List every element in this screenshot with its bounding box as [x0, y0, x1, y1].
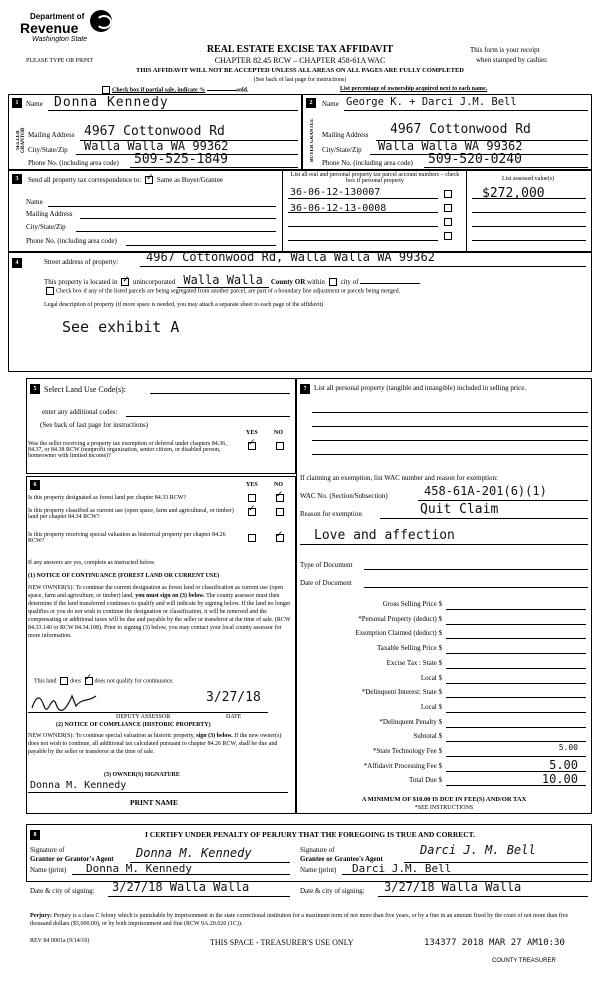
historic-no[interactable]: ✓: [276, 534, 284, 542]
grantor-agent-label: Grantor or Grantor's Agent: [30, 855, 114, 863]
perjury-note: Perjury: Perjury is a class C felony which is punishable by imprisonment in the state correctional institution for a maximum term of not more than five years, or by a fine in an amount fixed by the court of not more than five thousand dollars ($5,000.00), or by both imprisonment and fine (RCW 9A.20.020 (1C)).: [30, 913, 569, 927]
fee-label: Local $: [420, 673, 442, 682]
sec5-see-back: (See back of last page for instructions): [40, 421, 149, 429]
section-1-num: 1: [12, 98, 22, 108]
fee-label: *Affidavit Processing Fee $: [363, 761, 442, 770]
reason-label: Reason for exemption: [300, 510, 362, 518]
forest-no[interactable]: ✓: [276, 494, 284, 502]
grantor-date-label: Date & city of signing:: [30, 887, 95, 895]
grantee-name-label: Name (print): [300, 866, 337, 874]
see-back: (See back of last page for instructions): [253, 77, 347, 83]
fee-value[interactable]: 5.00: [549, 757, 578, 772]
fee-label: *Personal Property (deduct) $: [358, 614, 442, 623]
fee-row: [300, 674, 588, 686]
if-yes-note: If any answers are yes, complete as instructed below.: [28, 560, 156, 566]
buyer-city-label: City/State/Zip: [322, 146, 362, 154]
logo-line2: Revenue: [20, 20, 79, 36]
grantor-print-name[interactable]: Donna M. Kennedy: [86, 862, 192, 875]
see-instructions: *SEE INSTRUCTIONS: [414, 805, 474, 811]
fee-label: *State Technology Fee $: [372, 747, 442, 755]
buyer-name-label: Name: [322, 100, 339, 108]
fee-label: Local $: [420, 702, 442, 711]
seller-mail-label: Mailing Address: [28, 131, 75, 139]
buyer-phone-label: Phone No. (including area code): [322, 159, 413, 167]
sec5-no: NO: [274, 430, 283, 436]
exempt-yes[interactable]: ✓: [248, 442, 256, 450]
assessed-header: List assessed value(s): [502, 176, 554, 182]
fee-label: Taxable Selling Price $: [376, 644, 442, 653]
owner-signature-label: (3) OWNER(S) SIGNATURE: [104, 772, 180, 778]
additional-codes-label: enter any additional codes:: [42, 408, 118, 416]
logo-line1: Department of: [30, 12, 85, 21]
land-use-label: Select Land Use Code(s):: [44, 385, 126, 394]
warning: THIS AFFIDAVIT WILL NOT BE ACCEPTED UNLESS ALL AREAS ON ALL PAGES ARE FULLY COMPLETED: [136, 67, 464, 74]
grantee-sig-label: Signature of: [300, 846, 335, 854]
current-use-yes[interactable]: ✓: [248, 508, 256, 516]
logo-line3: Washington State: [32, 36, 88, 43]
grantor-sig-label: Signature of: [30, 846, 65, 854]
street-address[interactable]: 4967 Cottonwood Rd, Walla Walla WA 99362: [146, 250, 435, 264]
reason-line-2[interactable]: Love and affection: [314, 528, 455, 543]
grantee-date-city[interactable]: 3/27/18 Walla Walla: [384, 880, 522, 894]
exemption-claim-label: If claiming an exemption, list WAC number and reason for exemption:: [300, 474, 498, 482]
buyer-name[interactable]: George K. + Darci J.M. Bell: [346, 96, 517, 108]
type-doc-label: Type of Document: [300, 561, 353, 569]
seller-name[interactable]: Donna Kennedy: [54, 95, 169, 110]
assessor-date[interactable]: 3/27/18: [206, 690, 261, 705]
grantee-agent-label: Grantee or Grantee's Agent: [300, 855, 383, 863]
fee-row: [300, 644, 588, 656]
current-use-no[interactable]: [276, 508, 284, 516]
fee-row: [300, 615, 588, 627]
seller-city[interactable]: Walla Walla WA 99362: [84, 139, 229, 153]
corr-name-label: Name: [26, 198, 43, 206]
segregated-row: Check box if any of the listed parcels are being segregated from another parcel, are part of a boundary line adjustment or parcels being merged.: [44, 287, 584, 295]
sec6-yes: YES: [246, 482, 258, 488]
notice2-body: NEW OWNER(S): To continue special valuation as historic property, sign (3) below. If the new owner(s) does not wish to continue, all additional tax calculated pursuant to chapter 84.26 RCW, shall be due and payable by the seller or transferor at the time of sale.: [28, 733, 282, 755]
section-7-num: 7: [300, 384, 310, 394]
fee-row: [300, 772, 588, 788]
section-6-box: [26, 476, 296, 814]
grantee-signature[interactable]: Darci J. M. Bell: [420, 843, 536, 857]
fee-row: [300, 600, 588, 612]
correspondence: Send all property tax correspondence to: ✓ Same as Buyer/Grantee: [28, 172, 223, 184]
seller-name-label: Name: [26, 100, 43, 108]
grantor-date-city[interactable]: 3/27/18 Walla Walla: [112, 880, 250, 894]
county-value[interactable]: Walla Walla: [177, 273, 269, 288]
fee-label: *Delinquent Penalty $: [379, 717, 442, 726]
section-4-box: [8, 252, 592, 372]
does-not-checkbox[interactable]: ✓: [85, 677, 93, 685]
fee-row: [300, 703, 588, 715]
same-as-buyer-checkbox[interactable]: ✓: [146, 172, 154, 183]
fee-row: [300, 659, 588, 671]
section-2-num: 2: [306, 98, 316, 108]
sec5-yes: YES: [246, 430, 258, 436]
section-8-num: 8: [30, 830, 40, 840]
form-title: REAL ESTATE EXCISE TAX AFFIDAVIT: [206, 44, 394, 55]
buyer-city[interactable]: Walla Walla WA 99362: [378, 139, 523, 153]
minimum-note: A MINIMUM OF $10.00 IS DUE IN FEE(S) AND/OR TAX: [361, 796, 527, 803]
seller-mail[interactable]: 4967 Cottonwood Rd: [84, 124, 225, 139]
forest-yes[interactable]: [248, 494, 256, 502]
grantor-name-label: Name (print): [30, 866, 67, 874]
receipt-note-1: This form is your receipt: [470, 46, 540, 54]
section-5-num: 5: [30, 384, 40, 394]
fee-row: [300, 688, 588, 700]
section-4-num: 4: [12, 258, 22, 268]
partial-sale: Check box if partial sale, indicate % sold.: [100, 86, 249, 94]
deputy-assessor-label: DEPUTY ASSESSOR: [116, 714, 171, 720]
forest-question: Is this property designated as forest land per chapter 84.33 RCW?: [28, 495, 187, 501]
seller-phone-label: Phone No. (including area code): [28, 159, 119, 167]
buyer-phone[interactable]: 509-520-0240: [428, 152, 522, 167]
form-subtitle: CHAPTER 82.45 RCW – CHAPTER 458-61A WAC: [214, 56, 386, 65]
notice2-title: (2) NOTICE OF COMPLIANCE (HISTORIC PROPERTY): [56, 722, 211, 728]
grantor-signature[interactable]: Donna M. Kennedy: [136, 846, 252, 860]
sec6-no: NO: [274, 482, 283, 488]
historic-question: Is this property receiving special valuation as historical property per chapter 84.26 RCW?: [28, 532, 226, 544]
notice1-title: (1) NOTICE OF CONTINUANCE (FOREST LAND OR CURRENT USE): [28, 573, 220, 579]
please-type: PLEASE TYPE OR PRINT: [26, 58, 94, 64]
section-3-num: 3: [12, 174, 22, 184]
fee-value[interactable]: 5.00: [558, 743, 578, 752]
wac-label: WAC No. (Section/Subsection): [300, 492, 388, 500]
parcel-2[interactable]: 36-06-12-13-0008: [290, 203, 387, 214]
corr-phone-label: Phone No. (including area code): [26, 237, 117, 245]
grantee-date-label: Date & city of signing:: [300, 887, 365, 895]
notice1-body: NEW OWNER(S): To continue the current designation as forest land or classification as current use (open space, farm and agriculture, or timber) land, you must sign on (3) below. The county assessor must then determine if the land transferred continues to qualify and will indicate by signing below. If the land no longer qualifies or you do not wish to continue the designation or classification, it will be removed and the compensating or additional taxes will be due and payable by the seller or transferor at the time of sale. (RCW 84.33.140 or RCW 84.34.108). Prior to signing (3) below, you may contact your local county assessor for more information.: [28, 585, 291, 639]
historic-yes[interactable]: [248, 534, 256, 542]
segregated-checkbox[interactable]: [46, 287, 54, 295]
parcel-3-pp-checkbox[interactable]: [444, 218, 452, 226]
buyer-side-label: BUYER GRANTEE: [310, 118, 315, 162]
corr-mail-label: Mailing Address: [26, 210, 73, 218]
county-treasurer: COUNTY TREASURER: [492, 958, 556, 964]
parcel-4-pp-checkbox[interactable]: [444, 232, 452, 240]
fee-label: *Delinquent Interest: State $: [361, 688, 442, 697]
fee-label: Subtotal $: [413, 732, 442, 741]
fee-row: [300, 629, 588, 641]
partial-checkbox[interactable]: [102, 86, 110, 94]
form-revision: REV 84 0001a (9/14/16): [30, 938, 90, 944]
does-checkbox[interactable]: [60, 677, 68, 685]
within-city-checkbox[interactable]: [329, 278, 337, 286]
parcel-1[interactable]: 36-06-12-130007: [290, 187, 381, 198]
assessor-date-label: DATE: [226, 714, 242, 720]
current-use-question: Is this property classified as current use (open space, farm and agricultural, or timber) land per chapter 84.34 RCW?: [28, 508, 234, 520]
assessed-value[interactable]: $272,000: [482, 186, 545, 201]
legal-desc-value[interactable]: See exhibit A: [62, 318, 180, 336]
parcel-1-pp-checkbox[interactable]: [444, 190, 452, 198]
seller-side-label: SELLER GRANTOR: [16, 127, 26, 153]
receipt-note-2: when stamped by cashier.: [476, 56, 548, 64]
street-label: Street address of property:: [44, 258, 119, 266]
print-name-label: PRINT NAME: [130, 798, 178, 807]
seller-phone[interactable]: 509-525-1849: [134, 152, 228, 167]
grantee-print-name[interactable]: Darci J.M. Bell: [352, 862, 452, 875]
treasurer-stamp: 134377 2018 MAR 27 AM10:30: [424, 938, 565, 948]
reason-line-1[interactable]: Quit Claim: [420, 502, 499, 517]
exempt-no[interactable]: [276, 442, 284, 450]
date-doc-label: Date of Document: [300, 579, 352, 587]
buyer-mail-label: Mailing Address: [322, 131, 369, 139]
continuance-row: This land does ✓ does not qualify for continuance.: [34, 672, 174, 685]
exempt-question: Was the seller receiving a property tax exemption or deferral under chapters 84.36, 84.37, or 84.38 RCW (nonprofit organization, senior citizen, or disabled person, homeowner with limited income)?: [28, 441, 227, 459]
fee-label: Gross Selling Price $: [382, 600, 442, 608]
assessor-signature[interactable]: [30, 690, 110, 714]
owner-print-name[interactable]: Donna M. Kennedy: [30, 780, 127, 791]
section-6-num: 6: [30, 480, 40, 490]
fee-row: [300, 718, 588, 730]
fee-label: Total Due $: [409, 776, 442, 785]
buyer-mail[interactable]: 4967 Cottonwood Rd: [390, 122, 531, 137]
corr-city-label: City/State/Zip: [26, 223, 66, 231]
parcel-header: List all real and personal property tax parcel account numbers – check box if personal property: [290, 172, 460, 184]
seller-city-label: City/State/Zip: [28, 146, 68, 154]
unincorporated-checkbox[interactable]: ✓: [122, 274, 130, 285]
wac-number[interactable]: 458-61A-201(6)(1): [424, 484, 547, 498]
fee-label: Excise Tax : State $: [386, 658, 442, 667]
logo: [10, 10, 120, 54]
fee-label: Exemption Claimed (deduct) $: [355, 629, 442, 638]
treasurer-space: THIS SPACE - TREASURER'S USE ONLY: [210, 938, 354, 947]
located-row: This property is located in ✓ unincorporated Walla Walla County OR within city of: [44, 273, 420, 288]
seller-name-line: [48, 110, 298, 111]
legal-desc-label: Legal description of property (if more space is needed, you may attach a separate sheet to each page of the affidavit): [44, 302, 324, 308]
ownership-note: List percentage of ownership acquired next to each name.: [340, 86, 488, 92]
parcel-2-pp-checkbox[interactable]: [444, 204, 452, 212]
fee-value[interactable]: 10.00: [541, 772, 578, 787]
certify-statement: I CERTIFY UNDER PENALTY OF PERJURY THAT THE FOREGOING IS TRUE AND CORRECT.: [144, 830, 475, 839]
personal-property-label: List all personal property (tangible and intangible) included in selling price.: [314, 384, 527, 392]
